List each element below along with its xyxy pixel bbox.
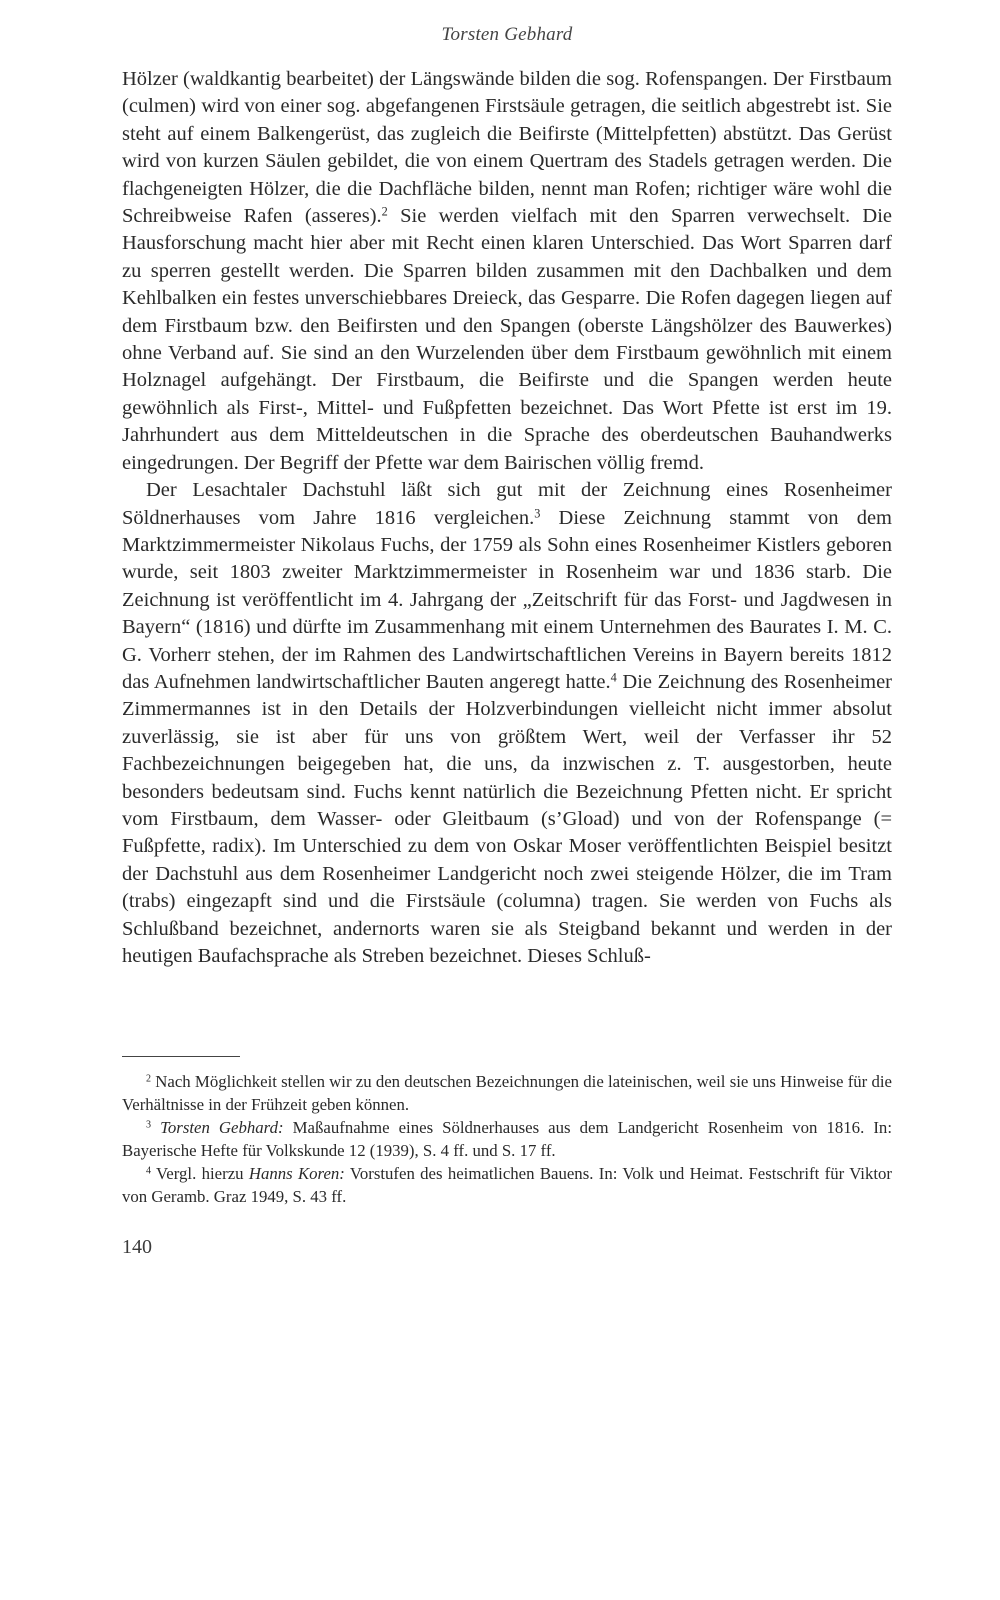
- footnote-author: Hanns Koren:: [248, 1164, 345, 1183]
- footnote-3: [122, 1116, 892, 1162]
- footnote-text: Nach Möglichkeit stellen wir zu den deutschen Bezeichnungen die lateinischen, weil sie uns Hinweise für die Verhältnisse in der Frühzeit geben können.: [122, 1072, 892, 1114]
- footnote-ref-2: 2: [381, 204, 388, 219]
- body-text: [122, 66, 892, 970]
- paragraph-2-continued: Diese Zeichnung stammt von dem Marktzimmermeister Nikolaus Fuchs, der 1759 als Sohn eines Rosenheimer Kistlers geboren wurde, seit 1803 zweiter Marktzimmermeister in Rosenheim war und 1836 starb. Die Zeichnung ist veröffentlicht im 4. Jahrgang der „Zeitschrift für das Forst- und Jagdwesen in Bayern“ (1816) und dürfte im Zusammenhang mit einem Unternehmen des Baurates I. M. C. G. Vorherr stehen, der im Rahmen des Landwirtschaftlichen Vereins in Bayern bereits 1812 das Aufnehmen landwirtschaftlicher Bauten angeregt hatte.: [122, 506, 892, 693]
- footnote-2: [122, 1070, 892, 1116]
- page-number: 140: [122, 1236, 152, 1258]
- footnote-text: Maßaufnahme eines Söldnerhauses aus dem Landgericht Rosenheim von 1816. In: Bayerische Hefte für Volkskunde 12 (1939), S. 4 ff. und S. 17 ff.: [122, 1118, 892, 1160]
- book-page: [122, 0, 892, 1600]
- footnote-4: [122, 1162, 892, 1208]
- footnote-author: Torsten Gebhard:: [160, 1118, 284, 1137]
- footnote-text: Vorstufen des heimatlichen Bauens. In: Volk und Heimat. Festschrift für Viktor von Geramb. Graz 1949, S. 43 ff.: [122, 1164, 893, 1206]
- paragraph-2: [122, 477, 892, 970]
- paragraph-1-continued: Sie werden vielfach mit den Sparren verwechselt. Die Hausforschung macht hier aber mit Recht einen klaren Unterschied. Das Wort Sparren darf zu sperren gestellt werden. Die Sparren bilden zusammen mit den Dachbalken und dem Kehlbalken ein festes unverschiebbares Dreieck, das Gesparre. Die Rofen dagegen liegen auf dem Firstbaum bzw. den Beifirsten und den Spangen (oberste Längshölzer des Bauwerkes) ohne Verband auf. Sie sind an den Wurzelenden über dem Firstbaum gewöhnlich mit einem Holznagel aufgehängt. Der Firstbaum, die Beifirste und die Spangen werden heute gewöhnlich als First-, Mittel- und Fußpfetten bezeichnet. Das Wort Pfette ist erst im 19. Jahrhundert aus dem Mitteldeutschen in die Sprache des oberdeutschen Bauhandwerks eingedrungen. Der Begriff der Pfette war dem Bairischen völlig fremd.: [122, 205, 892, 474]
- footnotes: [122, 1070, 892, 1208]
- footnote-ref-3: 3: [534, 505, 541, 520]
- paragraph-1: [122, 66, 892, 477]
- footnote-divider: [122, 1056, 240, 1057]
- footnote-prefix: Vergl. hierzu: [151, 1164, 249, 1183]
- paragraph-2-text: Der Lesachtaler Dachstuhl läßt sich gut mit der Zeichnung eines Rosenheimer Söldnerhauses vom Jahre 1816 vergleichen.: [122, 479, 892, 529]
- paragraph-1-text: Hölzer (waldkantig bearbeitet) der Längswände bilden die sog. Rofenspangen. Der Firstbaum (culmen) wird von einer sog. abgefangenen Firstsäule getragen, die seitlich abgestrebt ist. Sie steht auf einem Balkengerüst, das zugleich die Beifirste (Mittelpfetten) abstützt. Das Gerüst wird von kurzen Säulen gebildet, die von einem Quertram des Stadels getragen werden. Die flachgeneigten Hölzer, die die Dachfläche bilden, nennt man Rofen; richtiger wäre wohl die Schreibweise Rafen (asseres).: [122, 68, 892, 228]
- footnote-marker: 2: [146, 1073, 152, 1085]
- footnote-ref-4: 4: [610, 670, 617, 685]
- running-head: Torsten Gebhard: [441, 24, 573, 45]
- footnote-marker: 4: [146, 1165, 152, 1177]
- footnote-marker: 3: [146, 1119, 152, 1131]
- paragraph-2-continued-2: Die Zeichnung des Rosenheimer Zimmermannes ist in den Details der Holzverbindungen vielleicht nicht immer absolut zuverlässig, sie ist aber für uns von größtem Wert, weil der Verfasser ihr 52 Fachbezeichnungen beigegeben hat, die uns, da inzwischen z. T. ausgestorben, heute besonders bedeutsam sind. Fuchs kennt natürlich die Bezeichnung Pfetten nicht. Er spricht vom Firstbaum, dem Wasser- oder Gleitbaum (s’Gload) und von der Rofenspange (= Fußpfette, radix). Im Unterschied zu dem von Oskar Moser veröffentlichten Beispiel besitzt der Dachstuhl aus dem Rosenheimer Landgericht noch zwei steigende Hölzer, die im Tram (trabs) eingezapft sind und die Firstsäule (columna) tragen. Sie werden von Fuchs als Schlußband bezeichnet, andernorts waren sie als Steigband bekannt und werden in der heutigen Baufachsprache als Streben bezeichnet. Dieses Schluß-: [122, 670, 893, 967]
